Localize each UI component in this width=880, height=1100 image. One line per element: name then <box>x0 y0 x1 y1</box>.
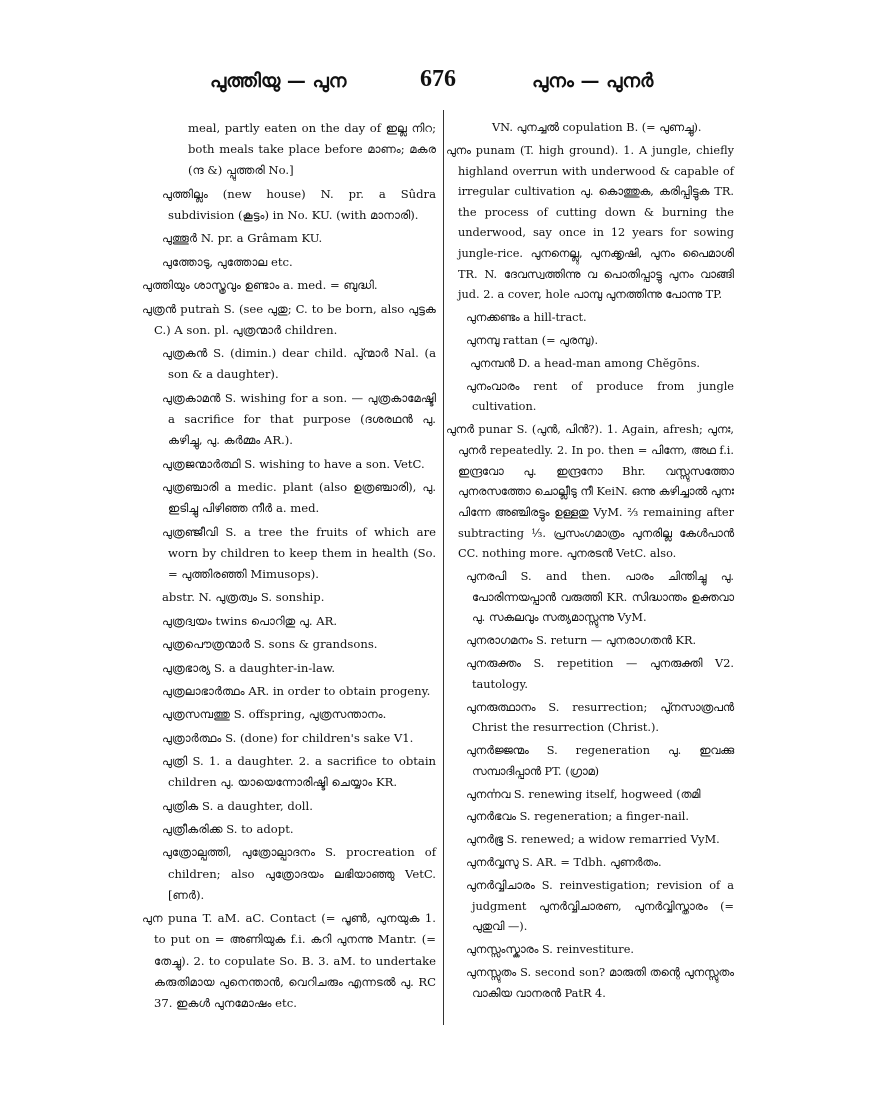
main-entry: പുത്രൻ putraǹ S. (see പുതു; C. to be born, also പുട്ടക C.) A son. pl. പുത്രന്മാർ children. <box>142 301 436 337</box>
sub-entry: പുത്തൂർ N. pr. a Grâmam KU. <box>162 231 323 246</box>
main-entry: പുനർ punar S. (പുൻ, പിൻ?). 1. Again, afresh; പുനഃ, പുനർ repeatedly. 2. In po. then = പിന്നേ, അഥ f.i. ഇന്ദ്രവോ പു. ഇന്ദ്രനോ Bhr. വസ്സുസത്തോ പുനരസത്തോ ചൊല്ലീടു നീ KeiN. ഒന്നു കഴിച്ചാൽ പുനഃ പിന്നേ അഞ്ചിരട്ടും ഉള്ളതു VyM. ⅔ remaining after subtracting ⅓. പ്രസംഗമാത്രം പുനരില്ല കേൾപാൻ CC. nothing more. പുനരടൻ VetC. also. <box>446 423 734 561</box>
sub-entry: പുത്രഭാര്യ S. a daughter-in-law. <box>162 660 336 675</box>
sub-entry: പുനരാഗമനം S. return — പുനരാഗതൻ KR. <box>466 634 697 648</box>
sub-entry: പുനരുത്ഥാനം S. resurrection; പു്നസാത്രപൻ Christ the resurrection (Christ.). <box>466 700 734 735</box>
sub-entry: meal, partly eaten on the day of ഇല്ല നിറ; both meals take place before മാണം; മകര (ന്ദ &) പ്പുത്തരി No.] <box>188 121 436 178</box>
sub-entry: പുനർവ്വിചാരം S. reinvestigation; revision of a judgment പുനർവ്വിചാരണ, പുനർവ്വിസ്താരം (= പുതുവി —). <box>466 878 734 934</box>
sub-entry: പുത്രകൻ S. (dimin.) dear child. പു്ന്മാർ Nal. (a son & a daughter). <box>162 346 436 382</box>
sub-entry: പുത്രകാമൻ S. wishing for a son. — പുത്രകാമേഷ്ടി a sacrifice for that purpose (ദശരഥൻ പു. കഴിച്ചു, പു. കർമ്മം AR.). <box>162 390 436 448</box>
running-head-right: പുനം — പുനർ <box>532 70 654 92</box>
sub-entry: പുത്രാർത്ഥം S. (done) for children's sake V1. <box>162 730 414 745</box>
sub-entry: പുനരപി S. and then. പാരം ചിന്തിച്ചു പു. പോരിന്നയപ്പാൻ വരുത്തി KR. സിദ്ധാന്തം ഉക്തവാ പു. സകലവും സത്യമാസ്സുന്നു VyM. <box>466 570 734 625</box>
sub-entry: പുനർഭൂ S. renewed; a widow remarried VyM. <box>466 833 720 847</box>
sub-entry: പുനസ്സംസ്കാരം S. reinvestiture. <box>466 943 634 957</box>
main-entry: പുന puna T. aM. aC. Contact (= പൂൺ, പുനയുക 1. to put on = അണിയുക f.i. കറി പുനന്നു Mantr. (= തേച്ചു). 2. to copulate So. B. 3. aM. to undertake കരുതിമായ പുനെന്താൻ, വെറിചരും എന്നടൽ പു. RC 37. ഇകൾ പുനമോഷം etc. <box>142 911 436 1011</box>
sub-entry: പുനർഭവം S. regeneration; a finger-nail. <box>466 810 689 824</box>
sub-entry: VN. പുനച്ചൽ copulation B. (= പുണച്ചു). <box>492 121 702 134</box>
left-column <box>142 118 436 1016</box>
sub-entry: പുത്രലാഭാർത്ഥം AR. in order to obtain progeny. <box>162 683 431 698</box>
page-number: 676 <box>420 66 456 92</box>
sub-entry: പുനമ്പു rattan (= പുരമ്പു). <box>466 334 599 348</box>
sub-entry: abstr. N. പുത്രത്വം S. sonship. <box>162 590 325 605</box>
main-entry: പുനം punam (T. high ground). 1. A jungle, chiefly highland overrun with underwood & capable of irregular cultivation പു. കൊത്തുക, കരിപ്പിട്ടുക TR. the process of cutting down & burning the underwood, say once in 12 years for sowing jungle-rice. പുനനെല്ലു, പുനക്കൃഷി, പുനം പൈമാശി TR. N. ദേവസ്വത്തിന്നു വ പൊതിപ്പാട്ടു പുനം വാങ്ങി jud. 2. a cover, hole പാമ്പു പുനത്തിന്നു പോന്നു TP. <box>446 143 734 302</box>
sub-entry: പുത്രജന്മാർത്ഥി S. wishing to have a son. VetC. <box>162 456 425 471</box>
sub-entry: പുനർവ്വസു S. AR. = Tdbh. പുണർതം. <box>466 856 662 870</box>
sub-entry: പുത്രോല്പത്തി, പുത്രോല്പാദനം S. procreation of children; also പുത്രോദയം ലഭിയാഞ്ഞു VetC. [ണർ). <box>162 845 436 902</box>
sub-entry: പുത്രീകരിക്ക S. to adopt. <box>162 822 294 837</box>
sub-entry: പുത്രഞ്ജീവി S. a tree the fruits of which are worn by children to keep them in health (So. = പുത്തിരഞ്ഞി Mimusops). <box>162 524 436 581</box>
running-head-left: പുത്തിയു — പുന <box>210 70 347 92</box>
column-divider <box>443 110 444 1025</box>
running-head <box>0 66 880 104</box>
sub-entry: പുനംവാരം rent of produce from jungle cultivation. <box>466 379 734 414</box>
sub-entry: പുനസ്സുതം S. second son? മാരുതി തന്റെ പുനസ്സുതം വാകിയ വാനരൻ PatR 4. <box>466 965 734 1000</box>
sub-entry: പുത്തോടു, പുത്തോല etc. <box>162 254 293 269</box>
sub-entry: പുത്തില്ലം (new house) N. pr. a Sûdra subdivision (കൂട്ടം) in No. KU. (with മാനാരി). <box>162 186 436 222</box>
sub-entry: പുനമ്പൻ D. a head-man among Chĕgōns. <box>470 356 701 370</box>
sub-entry: പുത്രപൌത്രന്മാർ S. sons & grandsons. <box>162 637 378 652</box>
right-column <box>446 118 734 1006</box>
sub-entry: പുത്രഞ്ചാരി a medic. plant (also ഉത്രഞ്ചാരി), പു. ഇടിച്ചു പിഴിഞ്ഞ നീർ a. med. <box>162 479 436 516</box>
sub-entry: പുനക്കണ്ടം a hill-tract. <box>466 311 587 325</box>
sub-entry: പുനൎന്നവ S. renewing itself, hogweed (തമി <box>466 787 701 801</box>
sub-entry: പുനരുക്തം S. repetition — പുനരുക്തി V2. tautology. <box>466 657 734 691</box>
sub-entry: പുനർജ്ജന്മം S. regeneration പു. ഇവക്കു സമ്പാദിപ്പാൻ PT. (ഗ്രാമ) <box>466 744 734 778</box>
sub-entry: പുത്രദ്വയം twins പൊറിതു പു. AR. <box>162 613 338 628</box>
main-entry: പുത്തിയും ശാസ്ത്രവും ഉണ്ടാം a. med. = ബുദ്ധി. <box>142 278 378 293</box>
sub-entry: പുത്രിക S. a daughter, doll. <box>162 798 313 813</box>
sub-entry: പുത്രി S. 1. a daughter. 2. a sacrifice to obtain children പു. യായെന്നോരിഷ്ടി ചെയ്യാം KR. <box>162 754 436 790</box>
sub-entry: പുത്രസമ്പത്തു S. offspring, പുത്രസന്താനം. <box>162 707 387 722</box>
